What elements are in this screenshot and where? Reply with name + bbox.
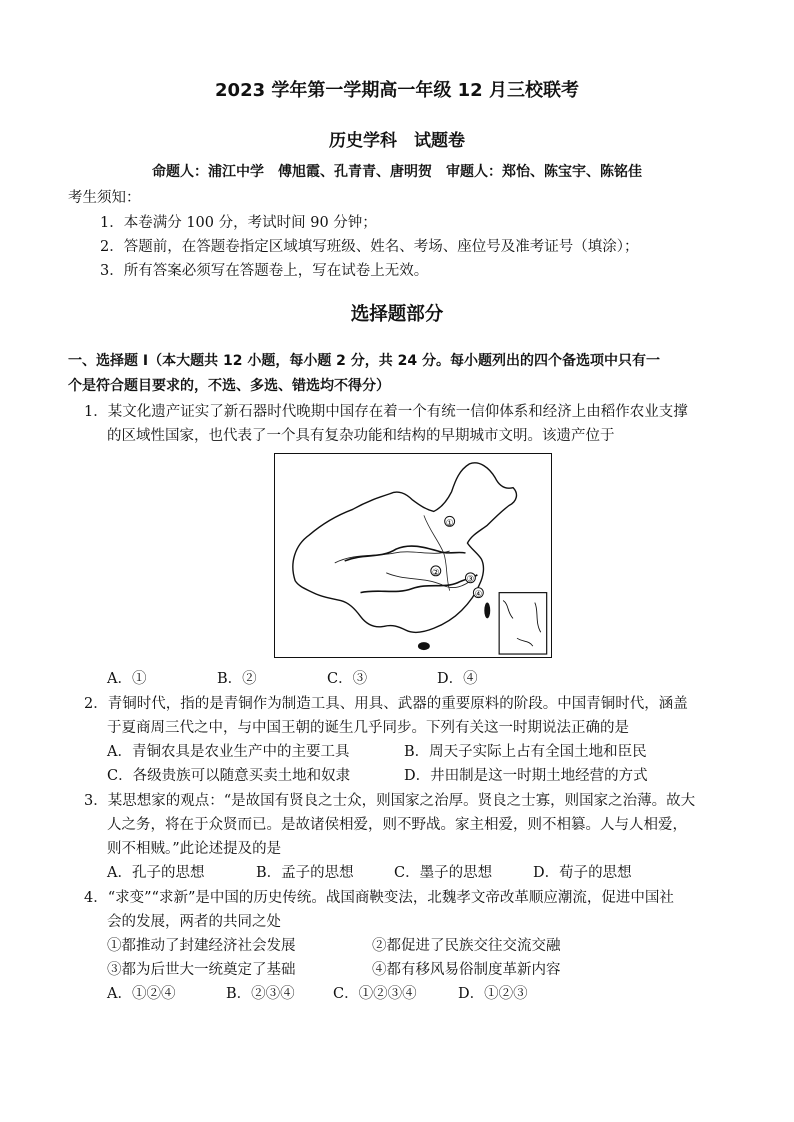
question-stem: 则不相贼。”此论述提及的是 xyxy=(107,841,282,857)
authors-line: 命题人：浦江中学 傅旭霞、孔青青、唐明贺 审题人：郑怡、陈宝宇、陈铭佳 xyxy=(152,164,642,180)
option-d[interactable]: D．①②③ xyxy=(458,986,528,1002)
notice-item: 2．答题前，在答题卷指定区域填写班级、姓名、考场、座位号及准考证号（填涂）； xyxy=(100,239,639,255)
option-b[interactable]: B．② xyxy=(217,671,257,687)
option-c[interactable]: C．各级贵族可以随意买卖土地和奴隶 xyxy=(107,768,351,784)
map-label: ② xyxy=(432,566,440,577)
china-outline-figure xyxy=(275,454,551,657)
part-heading-line2: 个是符合题目要求的，不选、多选、错选均不得分） xyxy=(68,378,390,394)
map-marker-4 xyxy=(473,588,483,599)
option-d[interactable]: D．④ xyxy=(437,671,478,687)
option-c[interactable]: C．③ xyxy=(327,671,368,687)
exam-subtitle: 历史学科 试题卷 xyxy=(329,131,465,151)
question-stem: 3．某思想家的观点：“是故国有贤良之士众，则国家之治厚。贤良之士寡，则国家之治薄。故大 xyxy=(84,793,696,809)
question-stem: 人之务，将在于众贤而已。是故诸侯相爱，则不野战。家主相爱，则不相篡。人与人相爱， xyxy=(107,817,687,833)
notice-item: 3．所有答案必须写在答题卷上，写在试卷上无效。 xyxy=(100,263,429,279)
question-stem: 4．“求变”“求新”是中国的历史传统。战国商鞅变法，北魏孝文帝改革顺应潮流，促进中国社 xyxy=(84,890,674,906)
question-stem: 2．青铜时代，指的是青铜作为制造工具、用具、武器的重要原料的阶段。中国青铜时代，涵盖 xyxy=(84,696,688,712)
section-title: 选择题部分 xyxy=(350,304,444,325)
option-d[interactable]: D．井田制是这一时期土地经营的方式 xyxy=(404,768,648,784)
option-a[interactable]: A．①②④ xyxy=(107,986,176,1002)
map-marker-1 xyxy=(445,516,455,527)
map-label: ③ xyxy=(466,573,475,584)
question-stem: 的区域性国家，也代表了一个具有复杂功能和结构的早期城市文明。该遗产位于 xyxy=(107,428,615,444)
notice-item: 1．本卷满分 100 分，考试时间 90 分钟； xyxy=(100,215,377,231)
map-marker-2 xyxy=(431,566,441,577)
map-marker-3 xyxy=(465,573,475,584)
exam-title: 2023 学年第一学期高一年级 12 月三校联考 xyxy=(215,80,579,101)
option-c[interactable]: C．①②③④ xyxy=(333,986,417,1002)
option-b[interactable]: B．周天子实际上占有全国土地和臣民 xyxy=(404,744,647,760)
statement-4: ④都有移风易俗制度革新内容 xyxy=(372,962,561,978)
option-a[interactable]: A．青铜农具是农业生产中的主要工具 xyxy=(107,744,350,760)
option-a[interactable]: A．孔子的思想 xyxy=(107,865,205,881)
option-b[interactable]: B．孟子的思想 xyxy=(256,865,354,881)
statement-3: ③都为后世大一统奠定了基础 xyxy=(107,962,296,978)
question-stem: 1．某文化遗产证实了新石器时代晚期中国存在着一个有统一信仰体系和经济上由稻作农业支撑 xyxy=(84,404,688,420)
map-label: ④ xyxy=(474,588,483,599)
map-label: ① xyxy=(445,517,454,528)
option-c[interactable]: C．墨子的思想 xyxy=(394,865,493,881)
statement-1: ①都推动了封建经济社会发展 xyxy=(107,938,296,954)
part-heading-line1: 一、选择题 I（本大题共 12 小题，每小题 2 分，共 24 分。每小题列出的四个备选项中只有一 xyxy=(68,353,661,369)
question-stem: 于夏商周三代之中，与中国王朝的诞生几乎同步。下列有关这一时期说法正确的是 xyxy=(107,720,629,736)
notice-heading: 考生须知： xyxy=(68,190,141,206)
statement-2: ②都促进了民族交往交流交融 xyxy=(372,938,561,954)
option-d[interactable]: D．荀子的思想 xyxy=(533,865,632,881)
china-map xyxy=(274,453,552,658)
option-a[interactable]: A．① xyxy=(107,671,147,687)
question-stem: 会的发展，两者的共同之处 xyxy=(107,914,281,930)
option-b[interactable]: B．②③④ xyxy=(226,986,295,1002)
